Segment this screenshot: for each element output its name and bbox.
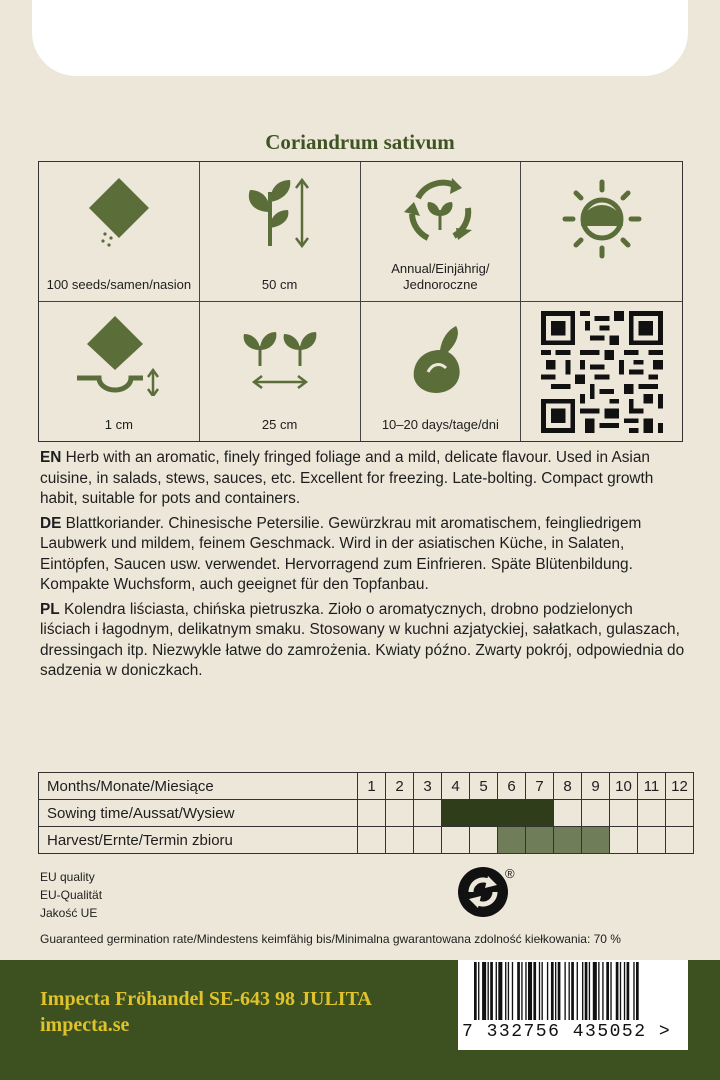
- barcode-bar: [633, 962, 634, 1020]
- barcode-bar: [555, 962, 556, 1020]
- barcode-bar: [521, 962, 522, 1020]
- barcode-bar: [558, 962, 561, 1020]
- barcode-bar: [589, 962, 590, 1020]
- company-address: [40, 986, 372, 1038]
- description-pl-text: Kolendra liściasta, chińska pietruszka. Zioło o aromatycznych, drobno podzielonych liściach i łagodnym, delikatnym smaku. Stosowany w kuchni azjatyckiej, sałatkach, gulaszach, dressingach itp. Niezwykle łatwe do zamrożenia. Kwiaty późno. Zwarty pokrój, odpowiednia do sadzenia w doniczkach.: [40, 600, 685, 679]
- barcode-bar: [616, 962, 619, 1020]
- lang-code-pl: PL: [40, 600, 60, 618]
- description-de-text: Blattkoriander. Chinesische Petersilie. Gewürzkrau mit aromatischem, feingliedrigem Laubwerk und mildem, feinem Geschmack. Wird in der asiatischen Küche, in Salaten, Eintöpfen, Saucen usw. verwendet. Hervorragend zum Einfrieren. Späte Blütenbildung. Kompakte Wuchsform, auch geeignet für den Topfanbau.: [40, 514, 642, 593]
- barcode-bar: [610, 962, 611, 1020]
- calendar-cell-harv-12: [666, 827, 694, 854]
- lang-code-de: DE: [40, 514, 62, 532]
- month-5: 5: [470, 773, 498, 800]
- calendar-cell-harv-9: [582, 827, 610, 854]
- info-cell-depth: [39, 302, 200, 442]
- barcode-bar: [577, 962, 578, 1020]
- barcode-bar: [482, 962, 486, 1020]
- barcode-bar: [508, 962, 509, 1020]
- info-cell-annual: [361, 162, 522, 302]
- month-4: 4: [442, 773, 470, 800]
- info-cell-spacing: [200, 302, 361, 442]
- calendar-cell-sow-12: [666, 800, 694, 827]
- barcode-bar: [582, 962, 583, 1020]
- company-name: Impecta Fröhandel SE-643 98 JULITA: [40, 988, 372, 1010]
- calendar-cell-harv-4: [442, 827, 470, 854]
- seed-packet-icon: [79, 172, 159, 252]
- month-8: 8: [554, 773, 582, 800]
- calendar-cell-sow-11: [638, 800, 666, 827]
- info-spacing-text: 25 cm: [261, 417, 298, 432]
- calendar-cell-sow-9: [582, 800, 610, 827]
- barcode-bar: [585, 962, 588, 1020]
- descriptions: [40, 448, 685, 686]
- info-depth-text: 1 cm: [104, 417, 133, 432]
- info-cell-seeds: [39, 162, 200, 302]
- barcode-bar: [624, 962, 625, 1020]
- info-grid: [38, 161, 683, 442]
- barcode-bar: [512, 962, 513, 1020]
- barcode-bar: [496, 962, 497, 1020]
- barcode-bar: [525, 962, 526, 1020]
- eu-quality: [40, 868, 102, 922]
- calendar-cell-harv-8: [554, 827, 582, 854]
- calendar-cell-sow-4: [442, 800, 470, 827]
- calendar-cell-harv-1: [358, 827, 386, 854]
- calendar-row-label: Harvest/Ernte/Termin zbioru: [39, 827, 358, 854]
- barcode-bar: [505, 962, 506, 1020]
- calendar-cell-harv-6: [498, 827, 526, 854]
- barcode-bar: [478, 962, 479, 1020]
- calendar-cell-harv-3: [414, 827, 442, 854]
- lang-code-en: EN: [40, 449, 62, 466]
- calendar-cell-harv-5: [470, 827, 498, 854]
- annual-cycle-icon: [400, 172, 480, 252]
- barcode-bar: [528, 962, 532, 1020]
- info-cell-qr: [521, 302, 682, 442]
- info-seeds-text: 100 seeds/samen/nasion: [46, 276, 192, 292]
- info-height-text: 50 cm: [261, 276, 298, 292]
- sowing-depth-icon: [69, 312, 169, 396]
- sun-icon: [559, 176, 645, 262]
- info-cell-germination: [361, 302, 522, 442]
- calendar-cell-sow-1: [358, 800, 386, 827]
- plant-spacing-icon: [232, 324, 328, 404]
- calendar-cell-sow-7: [526, 800, 554, 827]
- barcode-bar: [474, 962, 477, 1020]
- calendar-header-label: Months/Monate/Miesiące: [39, 773, 358, 800]
- description-en-text: Herb with an aromatic, finely fringed foliage and a mild, delicate flavour. Used in Asian cuisine, in salads, stews, sauces, etc. Excellent for freezing. Late-bolting. Compact growth habit, suitable for pots and containers.: [40, 449, 654, 507]
- packet-top-tab: [32, 0, 688, 76]
- qr-code-icon[interactable]: [541, 311, 663, 433]
- month-2: 2: [386, 773, 414, 800]
- barcode-bar: [533, 962, 536, 1020]
- barcode-bar: [490, 962, 493, 1020]
- barcode-bar: [571, 962, 574, 1020]
- germination-icon: [400, 316, 480, 402]
- month-6: 6: [498, 773, 526, 800]
- barcode-bar: [598, 962, 599, 1020]
- calendar-header-row: [39, 773, 694, 800]
- description-en: [40, 448, 685, 510]
- calendar-cell-harv-7: [526, 827, 554, 854]
- eu-quality-de: EU-Qualität: [40, 888, 103, 902]
- info-cell-sun: [521, 162, 682, 302]
- month-9: 9: [582, 773, 610, 800]
- month-11: 11: [638, 773, 666, 800]
- plant-height-icon: [240, 172, 320, 252]
- barcode-bar: [627, 962, 630, 1020]
- calendar-cell-harv-10: [610, 827, 638, 854]
- barcode-bar: [602, 962, 603, 1020]
- barcode-bar: [606, 962, 609, 1020]
- info-cell-height: [200, 162, 361, 302]
- calendar-cell-sow-6: [498, 800, 526, 827]
- registered-mark: ®: [505, 866, 515, 881]
- eu-quality-pl: Jakość UE: [40, 906, 98, 920]
- month-3: 3: [414, 773, 442, 800]
- calendar-row-label: Sowing time/Aussat/Wysiew: [39, 800, 358, 827]
- barcode-bar: [620, 962, 621, 1020]
- barcode-bar: [551, 962, 554, 1020]
- month-10: 10: [610, 773, 638, 800]
- barcode-bar: [542, 962, 543, 1020]
- latin-name: Coriandrum sativum: [265, 130, 455, 154]
- company-website[interactable]: impecta.se: [40, 1014, 130, 1036]
- calendar-cell-sow-10: [610, 800, 638, 827]
- info-germination-text: 10–20 days/tage/dni: [381, 417, 499, 432]
- barcode-number: 7 332756 435052 >: [462, 1022, 672, 1042]
- month-7: 7: [526, 773, 554, 800]
- recycle-icon: [457, 866, 509, 918]
- calendar-row-sow: [39, 800, 694, 827]
- barcode-bar: [517, 962, 520, 1020]
- description-pl: [40, 600, 685, 682]
- calendar-cell-sow-3: [414, 800, 442, 827]
- calendar-cell-sow-8: [554, 800, 582, 827]
- description-de: [40, 514, 685, 596]
- month-1: 1: [358, 773, 386, 800]
- barcode-icon: [458, 962, 688, 1022]
- barcode-bar: [547, 962, 548, 1020]
- sowing-calendar: [38, 772, 694, 854]
- calendar-cell-sow-2: [386, 800, 414, 827]
- calendar-cell-harv-2: [386, 827, 414, 854]
- barcode-bar: [498, 962, 502, 1020]
- calendar-row-harv: [39, 827, 694, 854]
- info-annual-text: Annual/Einjährig/ Jednoroczne: [391, 260, 490, 292]
- month-12: 12: [666, 773, 694, 800]
- barcode-bar: [636, 962, 639, 1020]
- barcode-bar: [593, 962, 597, 1020]
- barcode-bar: [488, 962, 489, 1020]
- barcode-bar: [564, 962, 565, 1020]
- barcode-bar: [539, 962, 540, 1020]
- calendar-cell-harv-11: [638, 827, 666, 854]
- eu-quality-en: EU quality: [40, 870, 95, 884]
- barcode-bar: [569, 962, 570, 1020]
- germination-rate: Guaranteed germination rate/Mindestens keimfähig bis/Minimalna gwarantowana zdolność kiełkowania: 70 %: [40, 932, 621, 946]
- calendar-cell-sow-5: [470, 800, 498, 827]
